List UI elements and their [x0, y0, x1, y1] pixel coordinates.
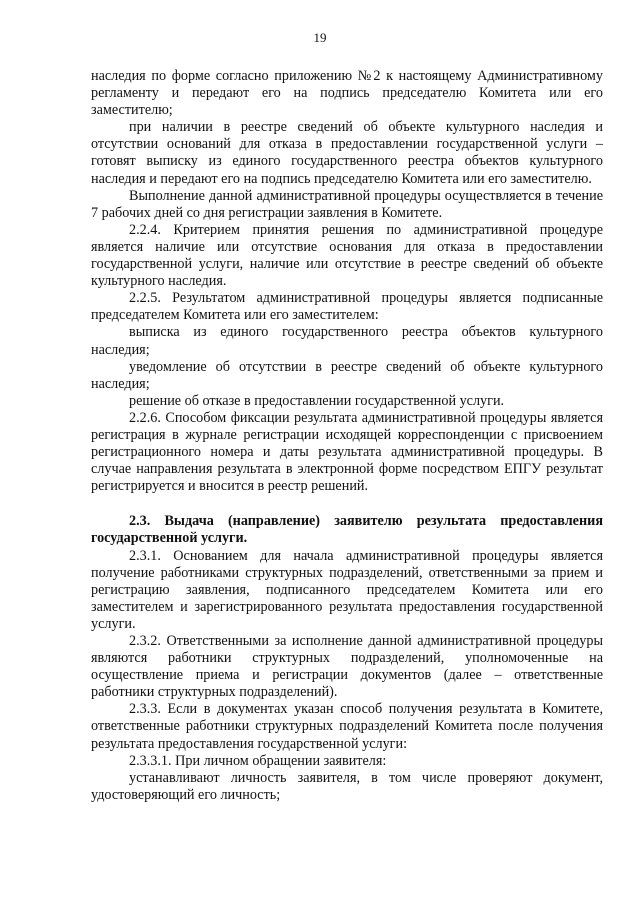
paragraph: выписка из единого государственного реестра объектов культурного наследия; — [91, 324, 603, 358]
paragraph-spacer — [91, 495, 603, 513]
paragraph: наследия по форме согласно приложению №2 к настоящему Административному регламенту и передают его на подпись председателю Комитета или его заместителю; — [91, 68, 603, 119]
paragraph: 2.2.6. Способом фиксации результата административной процедуры является регистрация в журнале регистрации исходящей корреспонденции с присвоением регистрационного номера и даты результата административной процедуры. В случае направления результата в электронной форме посредством ЕПГУ результат регистрируется и вносится в реестр решений. — [91, 409, 603, 495]
paragraph: устанавливают личность заявителя, в том числе проверяют документ, удостоверяющий его личность; — [91, 769, 603, 803]
page-number: 19 — [313, 30, 327, 45]
document-body — [91, 68, 603, 804]
section-heading: 2.3. Выдача (направление) заявителю результата предоставления государственной услуги. — [91, 513, 603, 547]
paragraph: 2.2.4. Критерием принятия решения по административной процедуре является наличие или отсутствие основания для отказа в предоставлении государственной услуги, наличие или отсутствие в реестре сведений об объекте культурного наследия. — [91, 221, 603, 290]
paragraph: 2.3.2. Ответственными за исполнение данной административной процедуры являются работники структурных подразделений, уполномоченные на осуществление приема и регистрации документов (далее – ответственные работники структурных подразделений). — [91, 633, 603, 701]
paragraph: 2.2.5. Результатом административной процедуры является подписанные председателем Комитета или его заместителем: — [91, 290, 603, 324]
paragraph: решение об отказе в предоставлении государственной услуги. — [129, 392, 505, 409]
paragraph: при наличии в реестре сведений об объекте культурного наследия и отсутствии оснований для отказа в предоставлении государственной услуги – готовят выписку из единого государственного реестра объектов культурного наследия и передают его на подпись председателю Комитета или его заместителю. — [91, 119, 603, 187]
paragraph: 2.3.1. Основанием для начала административной процедуры является получение работниками структурных подразделений, ответственными за прием и регистрацию заявления, подписанного председателем Комитета или его заместителем и зарегистрированного результата предоставления государственной услуги. — [91, 547, 603, 632]
paragraph: уведомление об отсутствии в реестре сведений об объекте культурного наследия; — [91, 358, 603, 392]
paragraph: 2.3.3.1. При личном обращении заявителя: — [129, 752, 387, 769]
paragraph: Выполнение данной административной процедуры осуществляется в течение 7 рабочих дней со дня регистрации заявления в Комитете. — [91, 187, 603, 221]
paragraph: 2.3.3. Если в документах указан способ получения результата в Комитете, ответственные работники структурных подразделений Комитета после получения результата предоставления государственной услуги: — [91, 701, 603, 752]
